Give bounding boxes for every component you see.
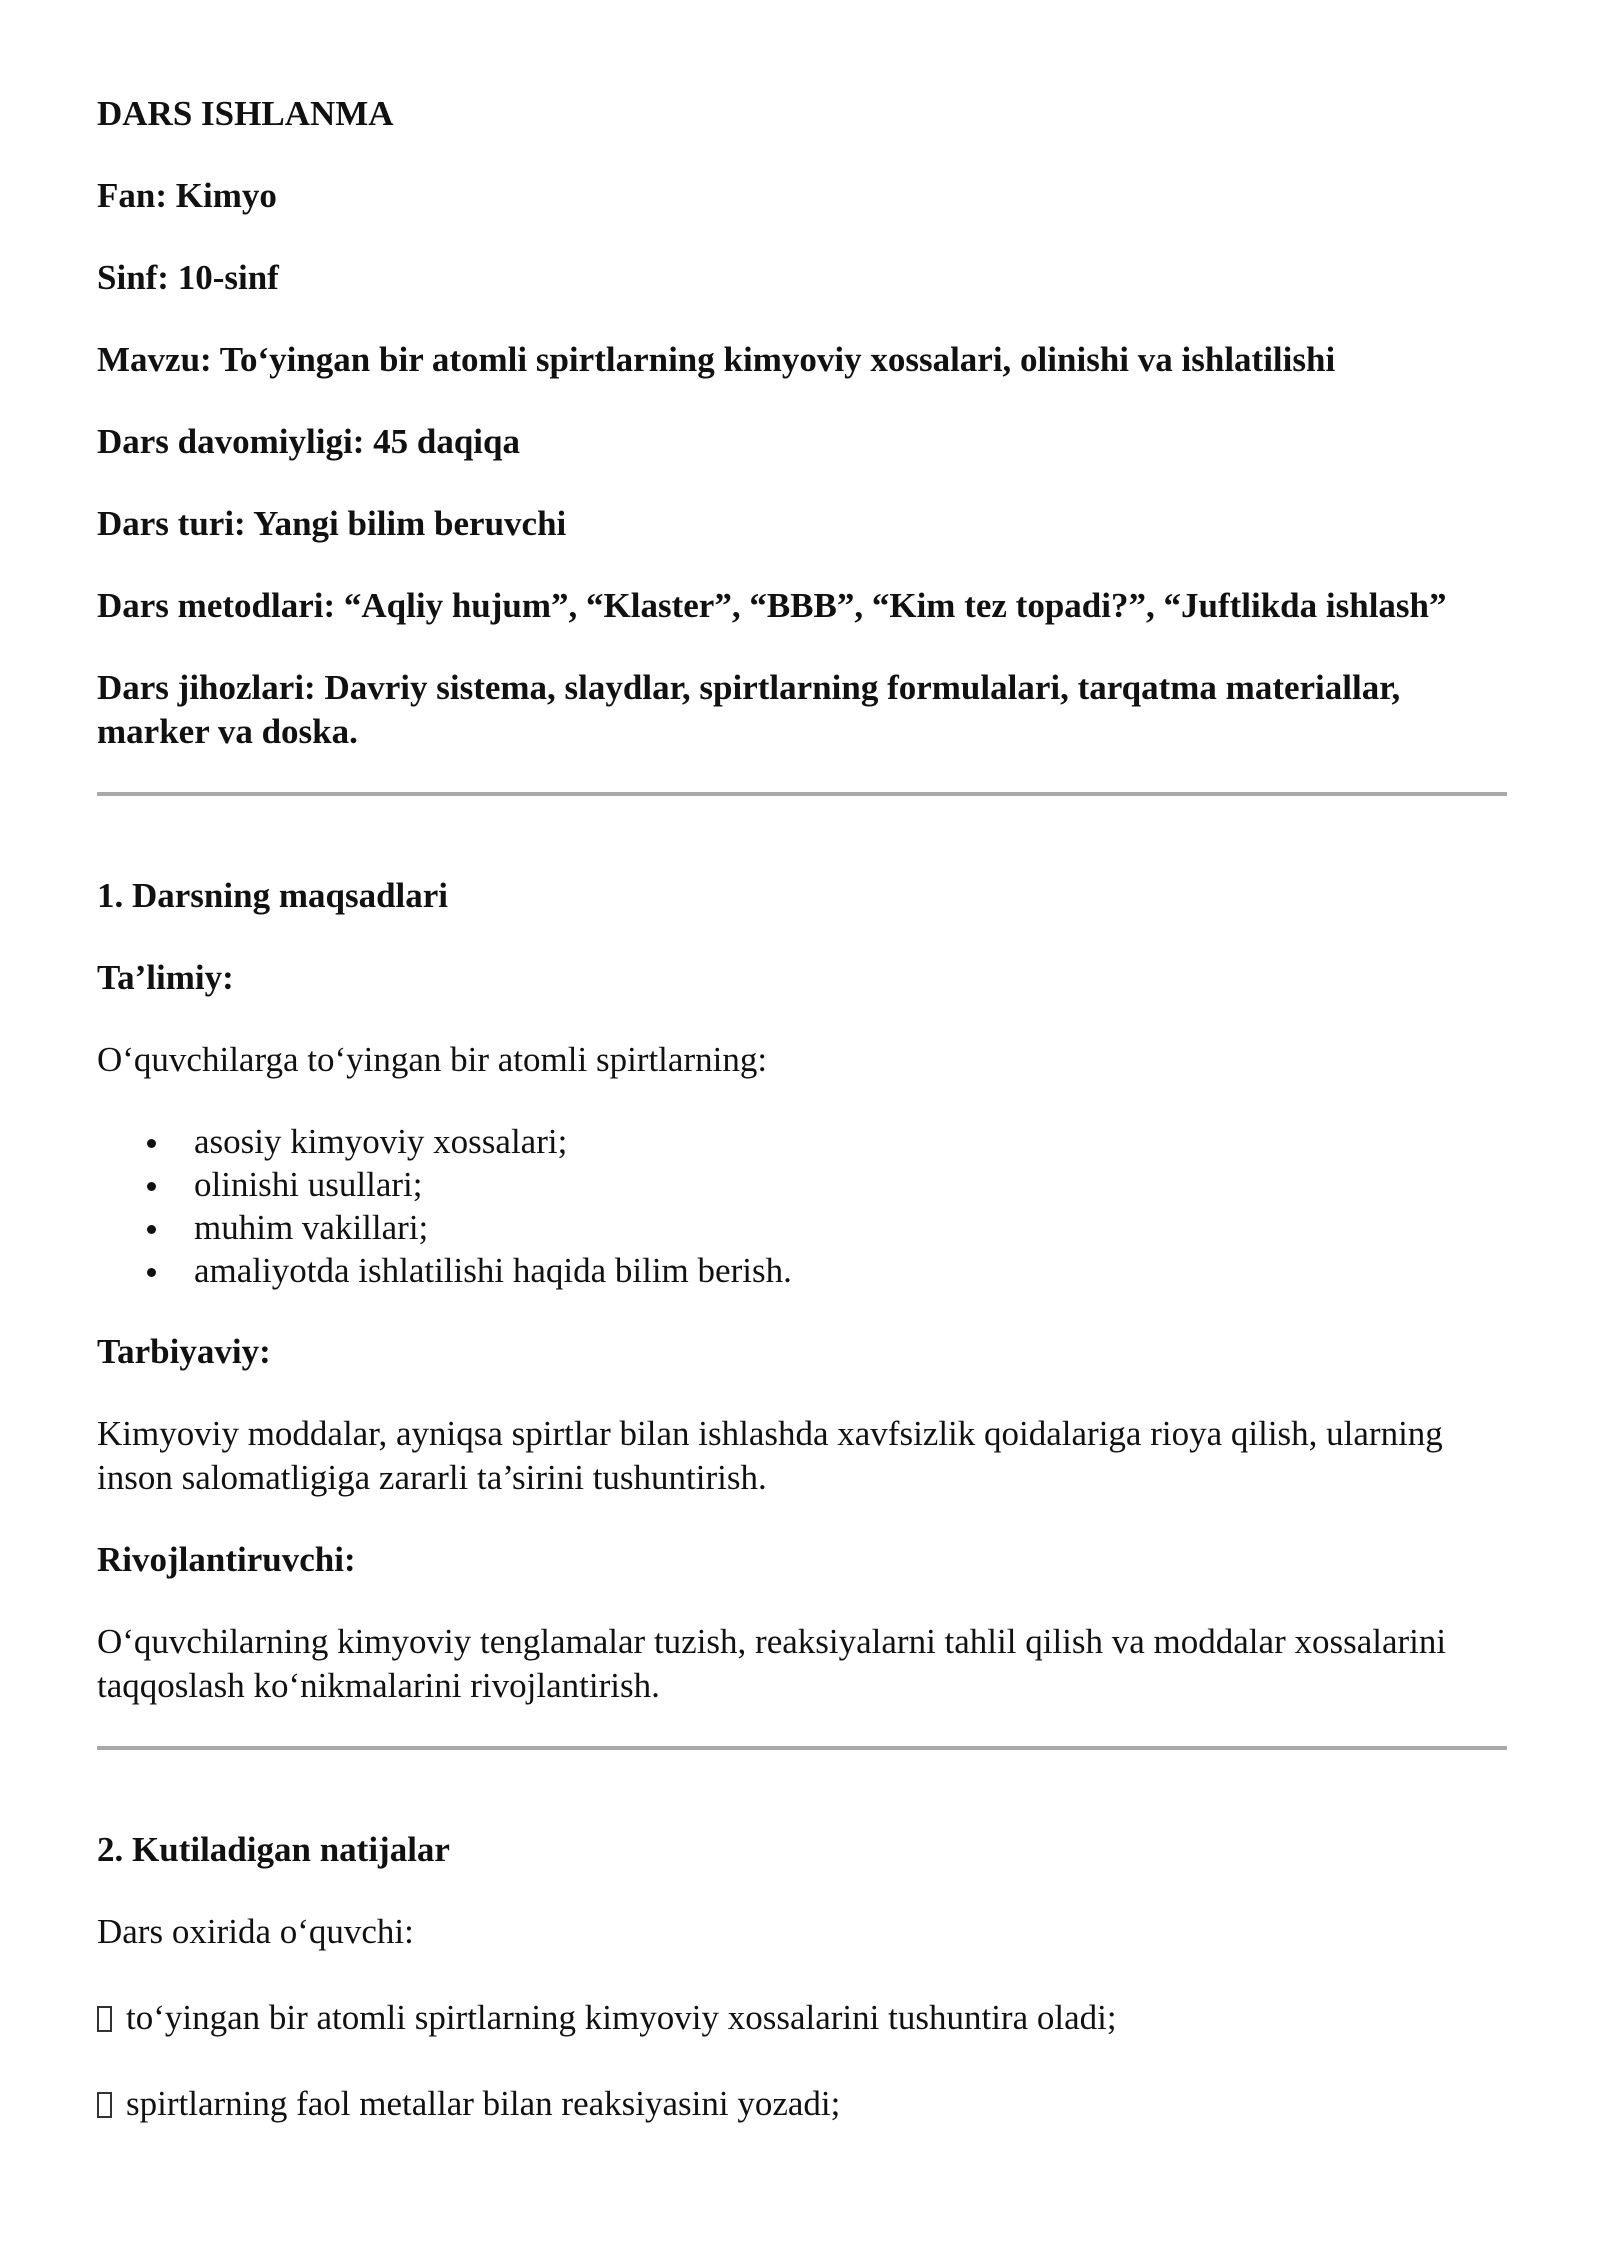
document-title: DARS ISHLANMA — [97, 94, 394, 133]
bullet-icon — [147, 1225, 156, 1234]
upbringing-label: Tarbiyaviy: — [97, 1332, 271, 1371]
list-item: amaliyotda ishlatilishi haqida bilim berish. — [97, 1249, 1503, 1292]
section-goals — [97, 796, 1503, 1708]
equipment-line: Dars jihozlari: Davriy sistema, slaydlar, spirtlarning formulalari, tarqatma materiallar, marker va doska. — [97, 668, 1401, 751]
section-heading: 1. Darsning maqsadlari — [97, 876, 449, 915]
missing-glyph-icon — [97, 2092, 112, 2118]
developmental-label: Rivojlantiruvchi: — [97, 1540, 356, 1579]
bullet-icon — [147, 1268, 156, 1277]
list-item: asosiy kimyoviy xossalari; — [97, 1120, 1503, 1163]
lesson-meta — [97, 92, 1503, 754]
outcome-item: spirtlarning faol metallar bilan reaksiyasini yozadi; — [97, 2082, 1503, 2126]
educational-label: Ta’limiy: — [97, 958, 234, 997]
missing-glyph-icon — [97, 2006, 112, 2032]
section-outcomes — [97, 1750, 1503, 2126]
subject-line: Fan: Kimyo — [97, 176, 277, 215]
outcome-item: to‘yingan bir atomli spirtlarning kimyoviy xossalarini tushuntira oladi; — [97, 1996, 1503, 2040]
lesson-type-line: Dars turi: Yangi bilim beruvchi — [97, 504, 567, 543]
outcomes-intro: Dars oxirida o‘quvchi: — [97, 1912, 414, 1951]
methods-line: Dars metodlari: “Aqliy hujum”, “Klaster”, “BBB”, “Kim tez topadi?”, “Juftlikda ishlash” — [97, 586, 1447, 625]
list-item: muhim vakillari; — [97, 1206, 1503, 1249]
grade-line: Sinf: 10-sinf — [97, 258, 279, 297]
list-item: olinishi usullari; — [97, 1163, 1503, 1206]
developmental-text: O‘quvchilarning kimyoviy tenglamalar tuzish, reaksiyalarni tahlil qilish va moddalar xossalarini taqqoslash ko‘nikmalarini rivojlantirish. — [97, 1622, 1447, 1705]
duration-line: Dars davomiyligi: 45 daqiqa — [97, 422, 520, 461]
educational-intro: O‘quvchilarga to‘yingan bir atomli spirtlarning: — [97, 1040, 768, 1079]
topic-line: Mavzu: To‘yingan bir atomli spirtlarning kimyoviy xossalari, olinishi va ishlatilishi — [97, 340, 1336, 379]
bullet-icon — [147, 1139, 156, 1148]
educational-list — [97, 1120, 1503, 1292]
upbringing-text: Kimyoviy moddalar, ayniqsa spirtlar bilan ishlashda xavfsizlik qoidalariga rioya qilish, ularning inson salomatligiga zararli ta’sirini tushuntirish. — [97, 1414, 1443, 1497]
section-heading: 2. Kutiladigan natijalar — [97, 1830, 450, 1869]
bullet-icon — [147, 1182, 156, 1191]
